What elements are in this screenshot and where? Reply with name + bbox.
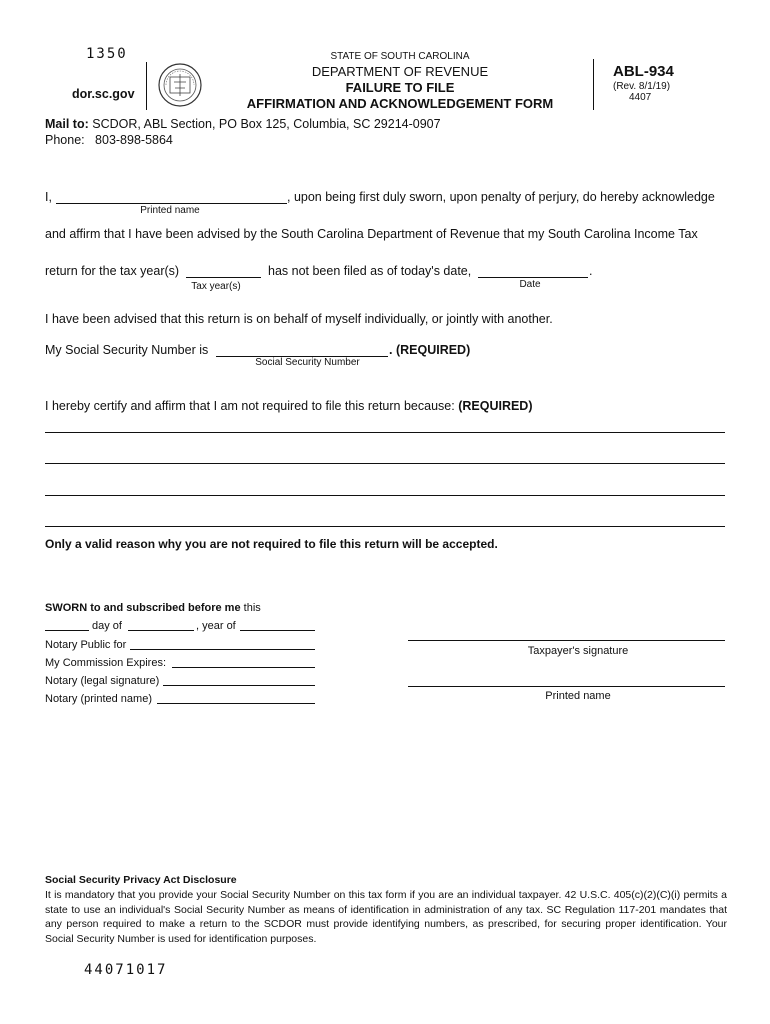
period: . xyxy=(589,264,593,278)
printed-name-caption: Printed name xyxy=(140,205,200,216)
taxpayer-signature-field[interactable] xyxy=(408,640,725,641)
not-filed-text: has not been filed as of today's date, xyxy=(268,264,472,278)
taxpayer-printed-name-field[interactable] xyxy=(408,686,725,687)
affirm-text: and affirm that I have been advised by the South Carolina Department of Revenue that my South Carolina Income Tax xyxy=(45,227,698,241)
form-title-line2: AFFIRMATION AND ACKNOWLEDGEMENT FORM xyxy=(246,96,554,111)
sworn-rest: this xyxy=(240,602,261,614)
form-id: 4407 xyxy=(629,92,652,103)
barcode-number: 44071017 xyxy=(84,962,168,978)
revision-date: (Rev. 8/1/19) xyxy=(613,81,671,92)
commission-expires-field[interactable] xyxy=(172,667,315,668)
tax-years-caption: Tax year(s) xyxy=(191,281,241,292)
certify-required: (REQUIRED) xyxy=(458,399,533,413)
notary-legal-signature-label: Notary (legal signature) xyxy=(45,675,160,687)
ssn-required: . (REQUIRED) xyxy=(389,343,471,357)
notary-public-for-label: Notary Public for xyxy=(45,639,127,651)
certify-statement xyxy=(45,399,533,413)
state-seal-icon xyxy=(157,62,203,108)
header-divider xyxy=(146,62,147,110)
acknowledge-text: , upon being first duly sworn, upon penalty of perjury, do hereby acknowledge xyxy=(287,190,715,204)
year-of-label: , year of xyxy=(196,620,236,632)
phone: Phone: 803-898-5864 xyxy=(45,133,173,147)
privacy-body: It is mandatory that you provide your Social Security Number on this tax form if you are an individual taxpayer. 42 U.S.C. 405(c)(2)(C)(i) permits a state to use an individual's Social Security Number as means of identification in administration of any tax. SC Regulation 117-201 mandates that any person required to make a return to the SCDOR must provide identifying numbers, as prescribed, for securing proper identification. Your Social Security Number is used for identification purposes. xyxy=(45,889,727,945)
reason-line[interactable] xyxy=(45,495,725,496)
website[interactable]: dor.sc.gov xyxy=(72,87,135,101)
i-prefix: I, xyxy=(45,190,52,204)
month-field[interactable] xyxy=(128,630,194,631)
form-code: 1350 xyxy=(86,46,128,62)
year-field[interactable] xyxy=(240,630,315,631)
ssn-prefix: My Social Security Number is xyxy=(45,343,209,357)
printed-name-field[interactable] xyxy=(56,203,287,204)
mail-to-label: Mail to: xyxy=(45,117,89,131)
form-title-line1: FAILURE TO FILE xyxy=(345,80,455,95)
date-caption: Date xyxy=(519,279,541,290)
notary-printed-name-field[interactable] xyxy=(157,703,315,704)
certify-text: I hereby certify and affirm that I am not required to file this return because: xyxy=(45,399,455,413)
return-prefix: return for the tax year(s) xyxy=(45,264,180,278)
department-name: DEPARTMENT OF REVENUE xyxy=(311,64,489,79)
sworn-bold: SWORN to and subscribed before me xyxy=(45,602,241,614)
date-field[interactable] xyxy=(478,277,588,278)
mail-address: SCDOR, ABL Section, PO Box 125, Columbia, SC 29214-0907 xyxy=(92,117,441,131)
reason-line[interactable] xyxy=(45,526,725,527)
form-number-divider xyxy=(593,59,594,110)
reason-line[interactable] xyxy=(45,463,725,464)
valid-reason-note: Only a valid reason why you are not required to file this return will be accepted. xyxy=(45,537,498,551)
tax-years-field[interactable] xyxy=(186,277,261,278)
privacy-title: Social Security Privacy Act Disclosure xyxy=(45,874,237,886)
state-name: STATE OF SOUTH CAROLINA xyxy=(330,51,470,62)
notary-legal-signature-field[interactable] xyxy=(163,685,315,686)
day-of-label: day of xyxy=(92,620,122,632)
sworn-statement xyxy=(45,602,261,614)
taxpayer-printed-name-caption: Printed name xyxy=(545,690,611,702)
behalf-text: I have been advised that this return is on behalf of myself individually, or jointly with another. xyxy=(45,312,553,326)
mail-to xyxy=(45,117,441,131)
reason-line[interactable] xyxy=(45,432,725,433)
taxpayer-signature-caption: Taxpayer's signature xyxy=(527,645,629,657)
form-number: ABL-934 xyxy=(613,63,674,80)
notary-public-for-field[interactable] xyxy=(130,649,315,650)
day-field[interactable] xyxy=(45,630,89,631)
commission-expires-label: My Commission Expires: xyxy=(45,657,167,669)
ssn-caption: Social Security Number xyxy=(255,357,360,368)
notary-printed-name-label: Notary (printed name) xyxy=(45,693,152,705)
